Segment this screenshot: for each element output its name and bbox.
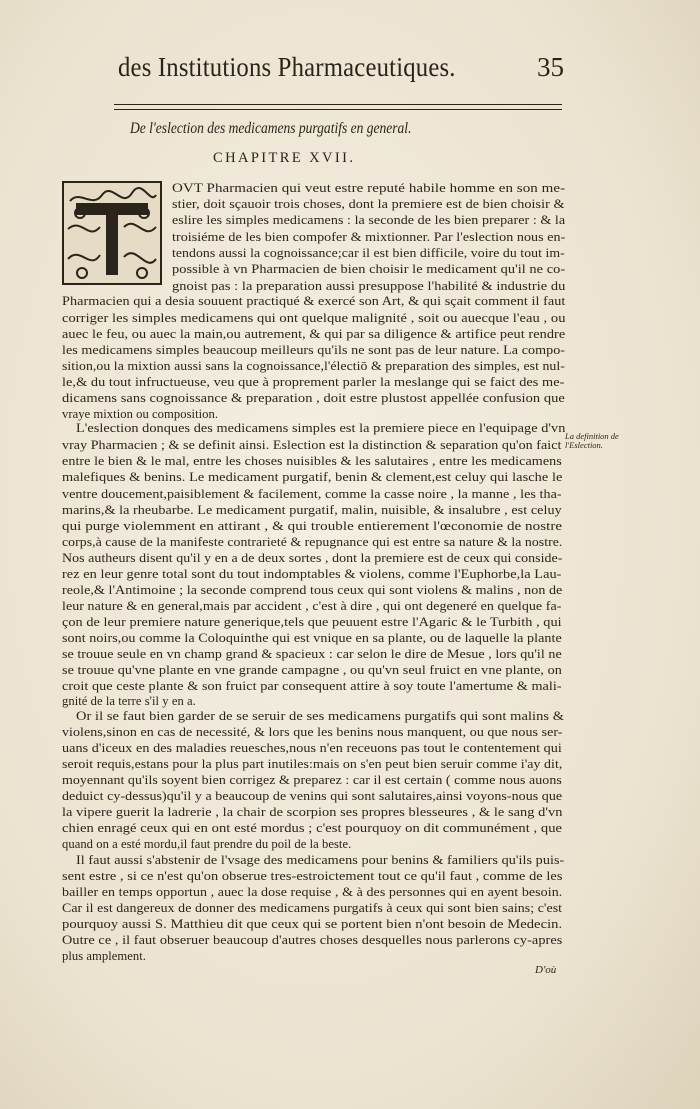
- section-title: De l'eslection des medicamens purgatifs en general.: [130, 120, 412, 137]
- header-rule-thin: [114, 109, 562, 110]
- text-line: eslire les simples medicamens : la seconde de les bien preparer : & la: [172, 213, 566, 227]
- text-line: deduict cy-dessus)qu'il y a beaucoup de venins qui sont salutaires,ainsi voyons-nous que: [62, 789, 563, 803]
- ornament-initial-icon: [62, 181, 162, 285]
- text-line: plus amplement.: [62, 949, 146, 963]
- margin-note: La definition de l'Eslection.: [565, 431, 619, 450]
- text-line: çon de leur premiere nature generique,tels que peuuent estre l'Agaric & le Turbith , qui: [62, 615, 562, 629]
- text-line: sent estre , si ce n'est qu'on obserue tres-estroictement tout ce qu'il faut , comme de les: [62, 869, 563, 883]
- catchword: D'où: [535, 964, 557, 976]
- text-line: dicamens sans cognoissance & preparation , doit estre plustost appellée confusion que: [62, 391, 565, 405]
- text-line: leur nature & en general,mais par accident , c'est à dire , qui ont degeneré en quelque fa-: [62, 599, 562, 613]
- text-line: Or il se faut bien garder de se seruir de ses medicamens purgatifs qui sont malins &: [76, 709, 565, 723]
- text-line: le,& du tout infructueuse, veu que à proprement parler la meslange qui se faict des me-: [62, 375, 565, 389]
- text-line: Nos autheurs disent qu'il y en a de deux sortes , dont la premiere est de ceux qui conside-: [62, 551, 563, 565]
- text-line: Il faut aussi s'abstenir de l'vsage des medicamens pour benins & familiers qu'ils puis-: [76, 853, 565, 867]
- text-line: moyennant qu'ils soyent bien corrigez & preparez : car il est certain ( comme nous auons: [62, 773, 562, 787]
- chapter-heading: CHAPITRE XVII.: [213, 150, 356, 166]
- text-line: reole,& l'Antimoine ; la seconde comprend tous ceux qui sont violens & malins , non de: [62, 583, 563, 597]
- text-line: qui purge violemment en attirant , & qui trouble entierement l'œconomie de nostre: [62, 519, 563, 533]
- text-line: chien enragé ceux qui en ont esté mordus ; c'est pourquoy on dit communément , que: [62, 821, 563, 835]
- text-line: quand on a esté mordu,il faut prendre du poil de la beste.: [62, 837, 352, 851]
- text-line: bailler en temps opportun , auec la dose requise , & à des personnes qui en ayent besoin.: [62, 885, 563, 899]
- decorated-initial-t: [62, 181, 162, 285]
- text-line: Outre ce , il faut obseruer beaucoup d'autres choses desquelles nous parlerons cy-apres: [62, 933, 563, 947]
- text-line: marins,& la rheubarbe. Le medicament purgatif, malin, nuisible, & insalubre , est celuy: [62, 503, 562, 517]
- text-line: corriger les simples medicamens qui ont quelque malignité , soit ou auecque l'eau , ou: [62, 311, 566, 325]
- text-line: OVT Pharmacien qui veut estre reputé habile homme en son me-: [172, 181, 566, 195]
- page-number: 35: [537, 52, 564, 82]
- text-line: se trouue qu'vne plante en vne grande campagne , ou qu'vn seul fruict en vne plante, on: [62, 663, 562, 677]
- text-line: Pharmacien qui a desia souuent practiqué & exercé son Art, & qui sçait comment il faut: [62, 294, 566, 308]
- text-line: sont noirs,ou comme la Coloquinthe qui est vnique en sa plante, ou de laquelle la plante: [62, 631, 562, 645]
- text-line: uans d'iceux en des maladies reuesches,nous n'en receuons pas tout le contentement qui: [62, 741, 562, 755]
- text-line: stier, doit sçauoir trois choses, dont la premiere est de bien choisir &: [172, 197, 565, 211]
- text-line: troisiéme de les bien compofer & mixtionner. Par l'eslection nous en-: [172, 230, 566, 244]
- text-line: ventre doucement,paisiblement & facilement, comme la casse noire , la manne , les tha-: [62, 487, 562, 501]
- text-line: rez en leur genre total sont du tout indomptables & violens, comme l'Euphorbe,la Lau-: [62, 567, 562, 581]
- text-line: possible à vn Pharmacien de bien choisir le medicament qu'il ne co-: [172, 262, 566, 276]
- text-line: croit que ceste plante & son fruict par consequent attire à soy toute l'amertume & mali-: [62, 679, 562, 693]
- text-line: se trouue seule en vn champ grand & spacieux : car selon le dire de Mesue , lors qu'il ne: [62, 647, 562, 661]
- text-line: vray Pharmacien ; & se definit ainsi. Eslection est la distinction & separation qu'on faict: [62, 438, 562, 452]
- text-line: auec le feu, ou auec la main,ou autrement, & qui par sa diligence & artifice peut rendre: [62, 327, 566, 341]
- text-line: les medicamens simples beaucoup meilleurs qu'ils ne sont pas de leur nature. La compo-: [62, 343, 566, 357]
- text-line: sition,ou la mixtion aussi sans la cognoissance,l'électiō & preparation des simples, est nul-: [62, 359, 565, 373]
- text-line: tendons aussi la cognoissance;car il est bien difficile, voire du tout im-: [172, 246, 565, 260]
- text-line: malefiques & benins. Le medicament purgatif, benin & clement,est celuy qui lasche le: [62, 470, 563, 484]
- text-line: violens,sinon en cas de necessité, & lors que les benins nous manquent, ou que nous ser-: [62, 725, 563, 739]
- header-rule: [114, 104, 562, 105]
- running-title: des Institutions Pharmaceutiques.: [118, 52, 456, 82]
- text-line: corps,à cause de la manifeste contrarieté & repugnance qui est entre sa nature & la nostre.: [62, 535, 563, 549]
- text-line: pourquoy aussi S. Matthieu dit que ceux qui se portent bien n'ont besoin de Medecin.: [62, 917, 563, 931]
- text-line: seroit requis,estans pour la plus part inutiles:mais on s'en peut bien seruir comme i'ay dit,: [62, 757, 563, 771]
- text-line: vraye mixtion ou composition.: [62, 407, 219, 421]
- text-line: la vipere guerit la ladrerie , la chair de scorpion ses propres blesseures , & le sang d'vn: [62, 805, 563, 819]
- text-line: entre le bien & le mal, entre les choses nuisibles & les salutaires , entre les medicamens: [62, 454, 562, 468]
- text-line: gnité de la terre s'il y en a.: [62, 694, 196, 708]
- text-line: Car il est dangereux de donner des medicamens purgatifs à ceux qui sont bien sains; c'est: [62, 901, 563, 915]
- text-line: L'eslection donques des medicamens simples est la premiere piece en l'equipage d'vn: [76, 421, 566, 435]
- text-line: gnoist pas : la preparation aussi presuppose l'habilité & industrie du: [172, 279, 566, 293]
